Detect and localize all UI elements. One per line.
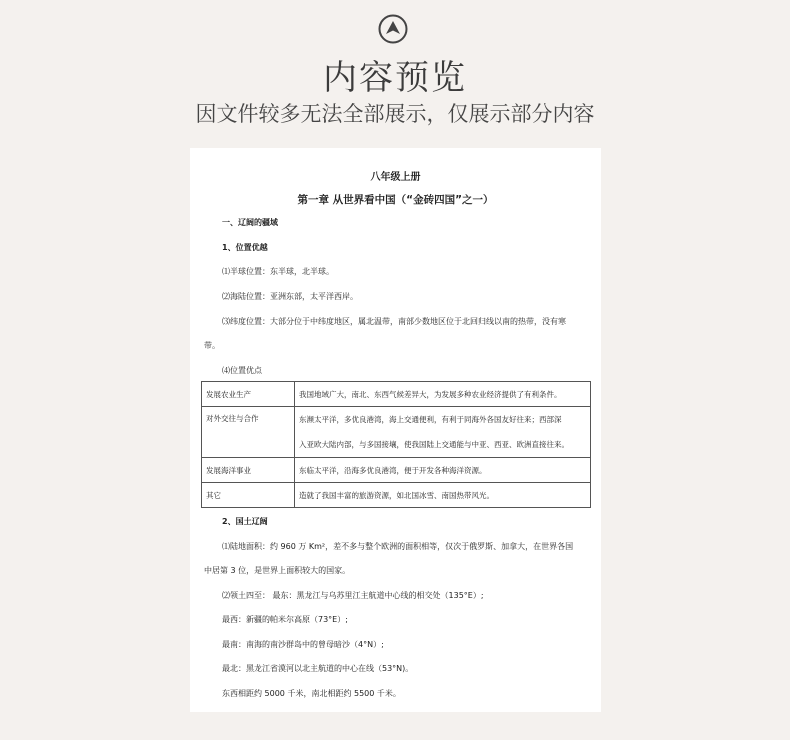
page-title: 内容预览 xyxy=(323,58,467,98)
doc-paragraph: 最南：南海的南沙群岛中的曾母暗沙（4°N）; xyxy=(222,640,384,649)
doc-paragraph: 东西相距约 5000 千米，南北相距约 5500 千米。 xyxy=(222,689,401,698)
table-cell-line: 东濒太平洋，多优良港湾，海上交通便利，有利于同海外各国友好往来；西部深 xyxy=(299,415,562,424)
doc-paragraph: ⑵海陆位置：亚洲东部，太平洋西岸。 xyxy=(222,292,358,301)
table-row xyxy=(202,407,591,458)
table-cell-line: 入亚欧大陆内部，与多国接壤，使我国陆上交通能与中亚、西亚、欧洲直接往来。 xyxy=(299,440,569,449)
table-cell xyxy=(295,407,591,458)
table-row xyxy=(202,382,591,407)
doc-subsection-heading: 1、位置优越 xyxy=(222,243,268,252)
document-preview xyxy=(190,148,601,712)
table-cell: 其它 xyxy=(202,483,295,508)
doc-section-heading: 一、辽阔的疆域 xyxy=(222,218,278,227)
doc-paragraph: 最西：新疆的帕米尔高原（73°E）; xyxy=(222,615,348,624)
doc-paragraph: ⑴陆地面积：约 960 万 Km²，差不多与整个欧洲的面积相等，仅次于俄罗斯、加拿大，在世界各国 xyxy=(222,542,574,551)
page-subtitle: 因文件较多无法全部展示，仅展示部分内容 xyxy=(195,102,595,126)
table-cell: 我国地域广大，南北、东西气候差异大，为发展多种农业经济提供了有利条件。 xyxy=(295,382,591,407)
up-arrow-circle-icon xyxy=(378,14,408,44)
doc-subsection-heading: 2、国土辽阔 xyxy=(222,517,268,526)
doc-paragraph: 中居第 3 位，是世界上面积较大的国家。 xyxy=(204,566,351,575)
table-row xyxy=(202,483,591,508)
table-cell: 造就了我国丰富的旅游资源，如北国冰雪、南国热带风光。 xyxy=(295,483,591,508)
doc-paragraph: 带。 xyxy=(204,341,220,350)
doc-paragraph: ⑴半球位置：东半球，北半球。 xyxy=(222,267,334,276)
doc-paragraph: 最北：黑龙江省漠河以北主航道的中心在线（53°N)。 xyxy=(222,664,414,673)
table-cell: 东临太平洋，沿海多优良港湾，便于开发各种海洋资源。 xyxy=(295,458,591,483)
table-cell: 对外交往与合作 xyxy=(202,407,295,458)
doc-paragraph: ⑵领土四至： 最东：黑龙江与乌苏里江主航道中心线的相交处（135°E）; xyxy=(222,591,484,600)
doc-chapter-heading: 第一章 从世界看中国（“金砖四国”之一） xyxy=(297,194,494,206)
doc-paragraph: ⑶纬度位置：大部分位于中纬度地区，属北温带，南部少数地区位于北回归线以南的热带，没有寒 xyxy=(222,317,566,326)
advantages-table xyxy=(201,381,591,508)
table-cell: 发展农业生产 xyxy=(202,382,295,407)
table-row xyxy=(202,458,591,483)
doc-grade-heading: 八年级上册 xyxy=(370,172,421,183)
table-cell: 发展海洋事业 xyxy=(202,458,295,483)
doc-paragraph: ⑷位置优点 xyxy=(222,366,262,375)
